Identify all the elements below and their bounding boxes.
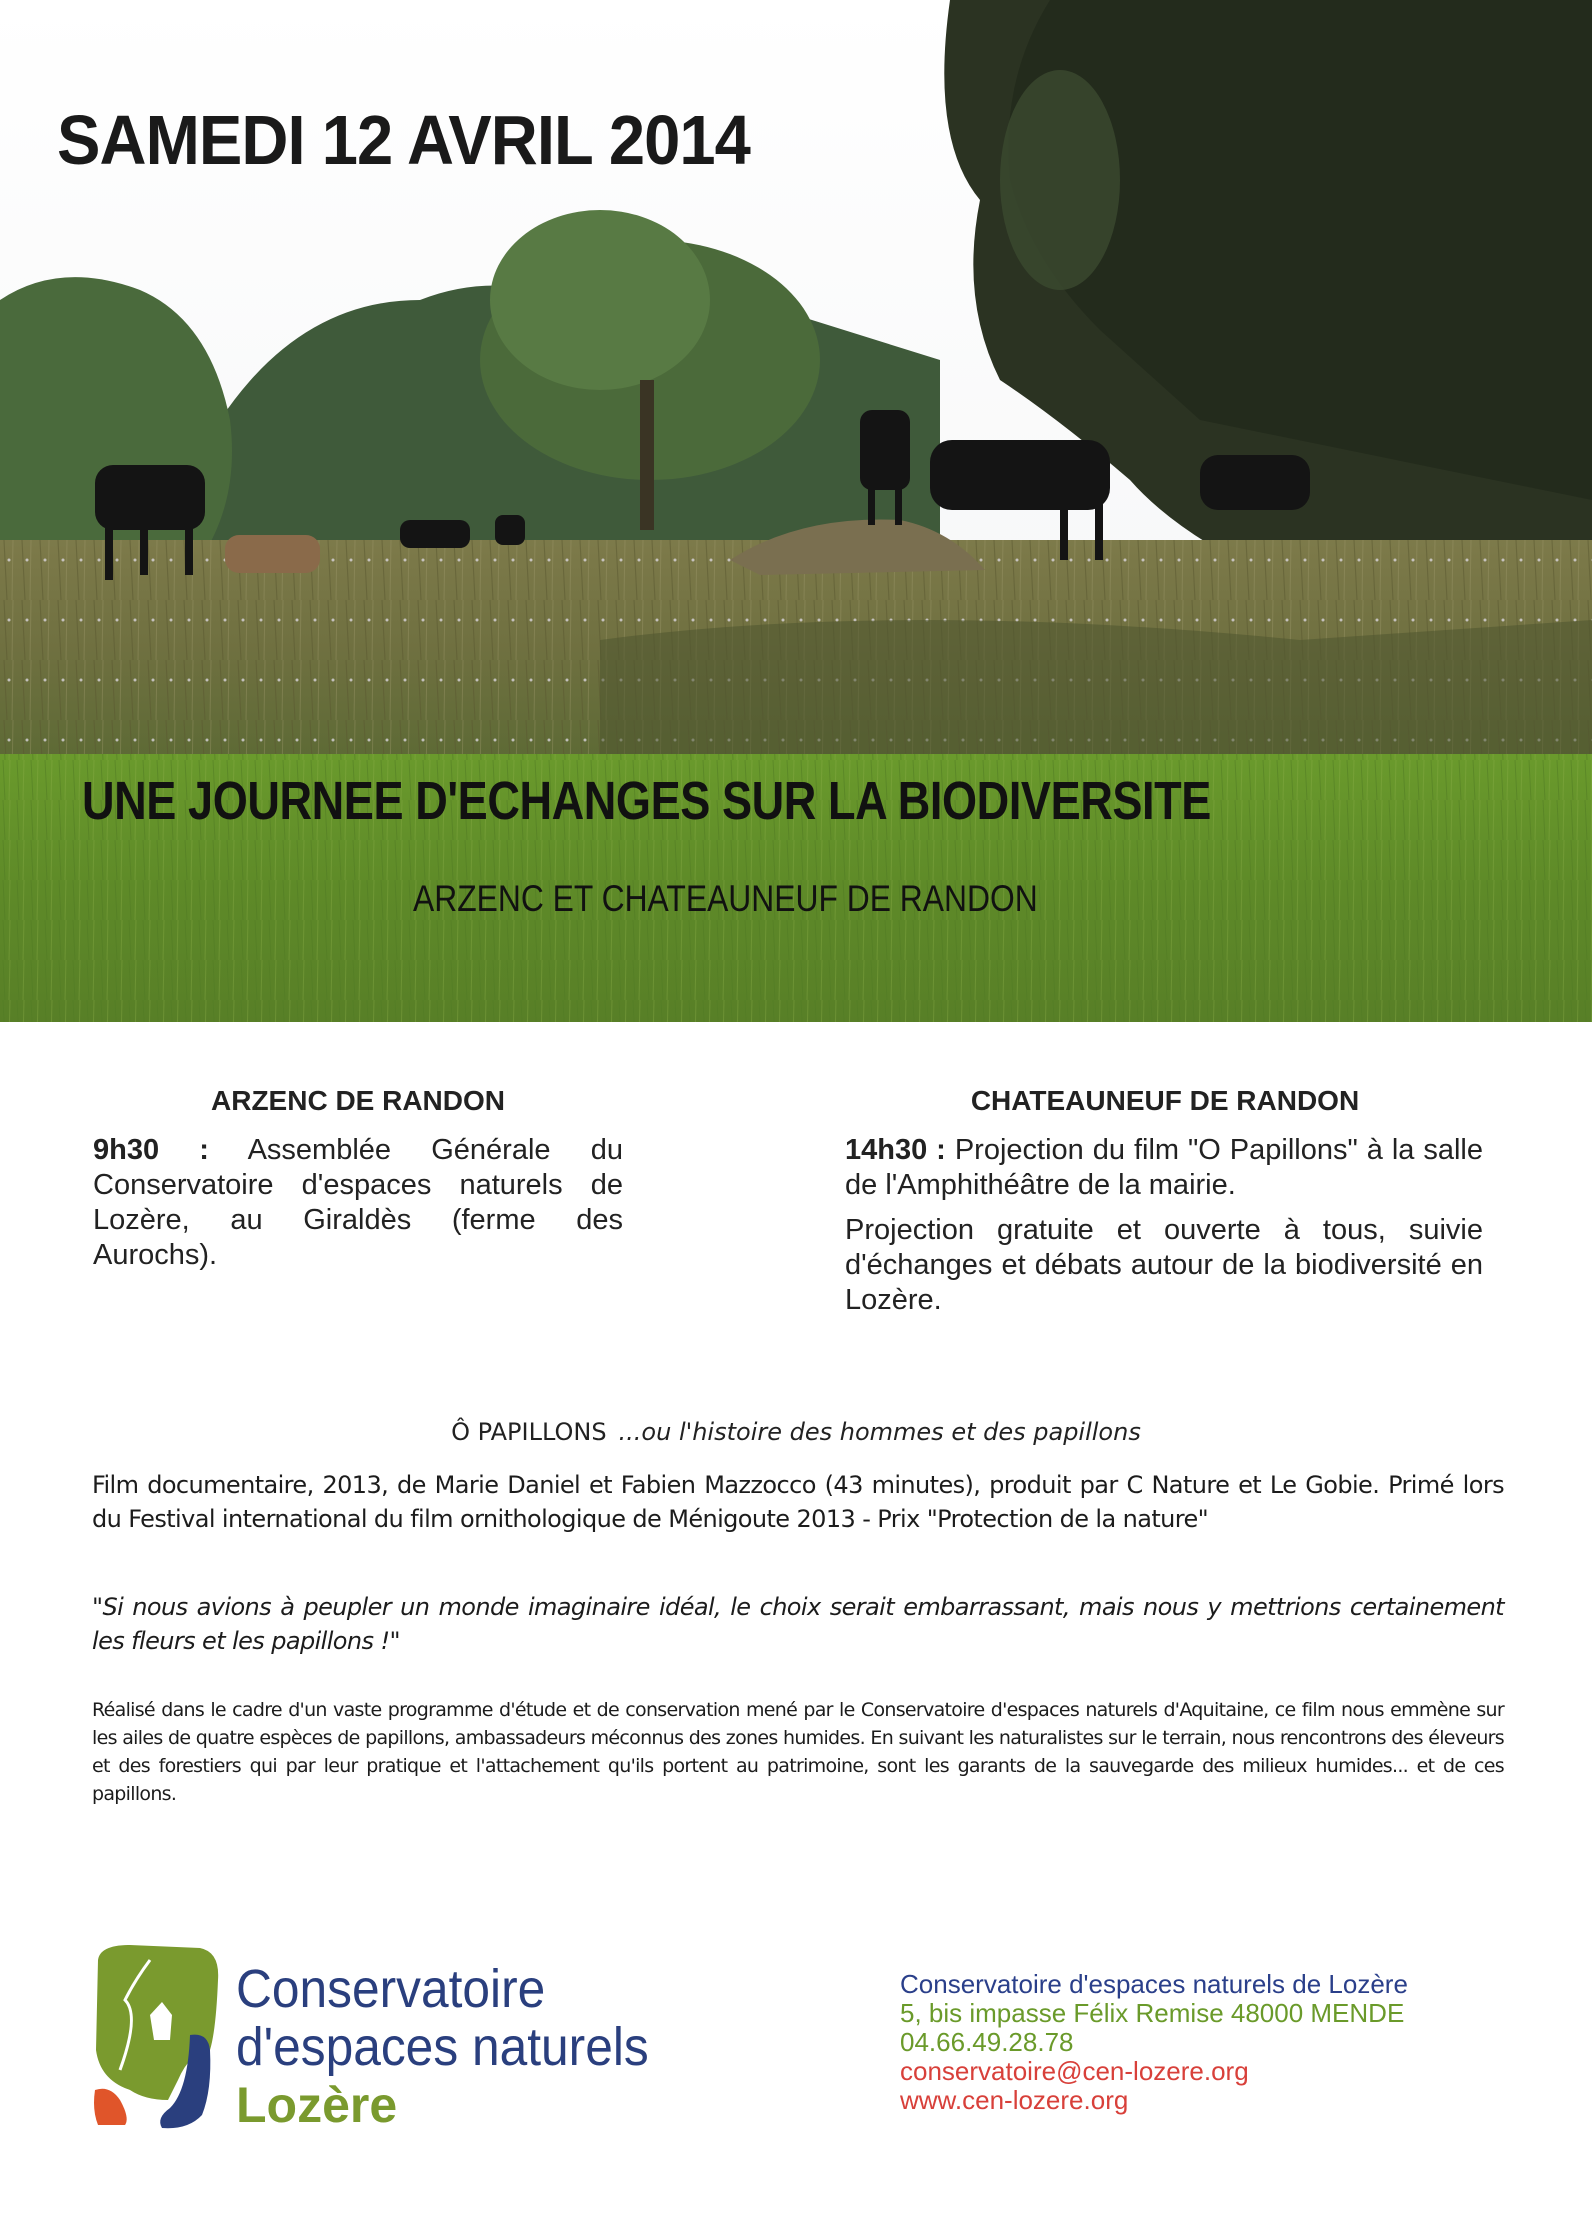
event-date-title: SAMEDI 12 AVRIL 2014 bbox=[57, 101, 750, 179]
contact-address: 5, bis impasse Félix Remise 48000 MENDE bbox=[900, 1998, 1405, 2028]
contact-website-link[interactable]: www.cen-lozere.org bbox=[900, 2085, 1129, 2115]
film-description: Film documentaire, 2013, de Marie Daniel et Fabien Mazzocco (43 minutes), produit par C Nature et Le Gobie. Primé lors du Festival international du film ornithologique de Ménigoute 2013 - Prix "Protection de la nature" bbox=[92, 1471, 1504, 1533]
right-text: Projection du film "O Papillons" à la salle de l'Amphithéâtre de la mairie. bbox=[845, 1134, 1483, 1201]
contact-phone: 04.66.49.28.78 bbox=[900, 2027, 1074, 2057]
logo-line-2: d'espaces naturels bbox=[236, 2017, 649, 2077]
contact-block bbox=[900, 1970, 1408, 2115]
band-subtitle: ARZENC ET CHATEAUNEUF DE RANDON bbox=[413, 878, 1038, 919]
contact-name: Conservatoire d'espaces naturels de Lozère bbox=[900, 1969, 1408, 1999]
film-subtitle: ...ou l'histoire des hommes et des papillons bbox=[618, 1418, 1141, 1446]
film-long-text: Réalisé dans le cadre d'un vaste programme d'étude et de conservation mené par le Conservatoire d'espaces naturels d'Aquitaine, ce film nous emmène sur les ailes de quatre espèces de papillons, ambassadeurs méconnus des zones humides. En suivant les naturalistes sur le terrain, nous rencontrons des éleveurs et des forestiers qui par leur pratique et l'attachement qu'ils portent au patrimoine, sont les garants de la sauvegarde des milieux humides... et de ces papillons. bbox=[92, 1699, 1504, 1805]
right-column-body bbox=[845, 1133, 1483, 1203]
left-text: Assemblée Générale du Conservatoire d'espaces naturels de Lozère, au Giraldès (ferme des Aurochs). bbox=[93, 1134, 623, 1271]
film-heading bbox=[0, 1418, 1592, 1446]
left-time: 9h30 : bbox=[93, 1134, 209, 1166]
band-title: UNE JOURNEE D'ECHANGES SUR LA BIODIVERSITE bbox=[82, 771, 1211, 831]
right-column-heading: CHATEAUNEUF DE RANDON bbox=[970, 1085, 1360, 1116]
left-column-heading: ARZENC DE RANDON bbox=[211, 1085, 505, 1116]
contact-email-link[interactable]: conservatoire@cen-lozere.org bbox=[900, 2056, 1249, 2086]
logo-text bbox=[236, 1960, 685, 2134]
logo-line-3: Lozère bbox=[236, 2077, 398, 2133]
logo-line-1: Conservatoire bbox=[236, 1959, 546, 2019]
logo-icon bbox=[90, 1940, 230, 2140]
film-title: Ô PAPILLONS bbox=[451, 1418, 607, 1446]
left-column-body bbox=[93, 1133, 623, 1273]
film-quote: "Si nous avions à peupler un monde imaginaire idéal, le choix serait embarrassant, mais nous y mettrions certainement les fleurs et les papillons !" bbox=[92, 1593, 1504, 1655]
right-column-body-2: Projection gratuite et ouverte à tous, suivie d'échanges et débats autour de la biodiversité en Lozère. bbox=[845, 1214, 1483, 1316]
right-time: 14h30 : bbox=[845, 1134, 946, 1166]
